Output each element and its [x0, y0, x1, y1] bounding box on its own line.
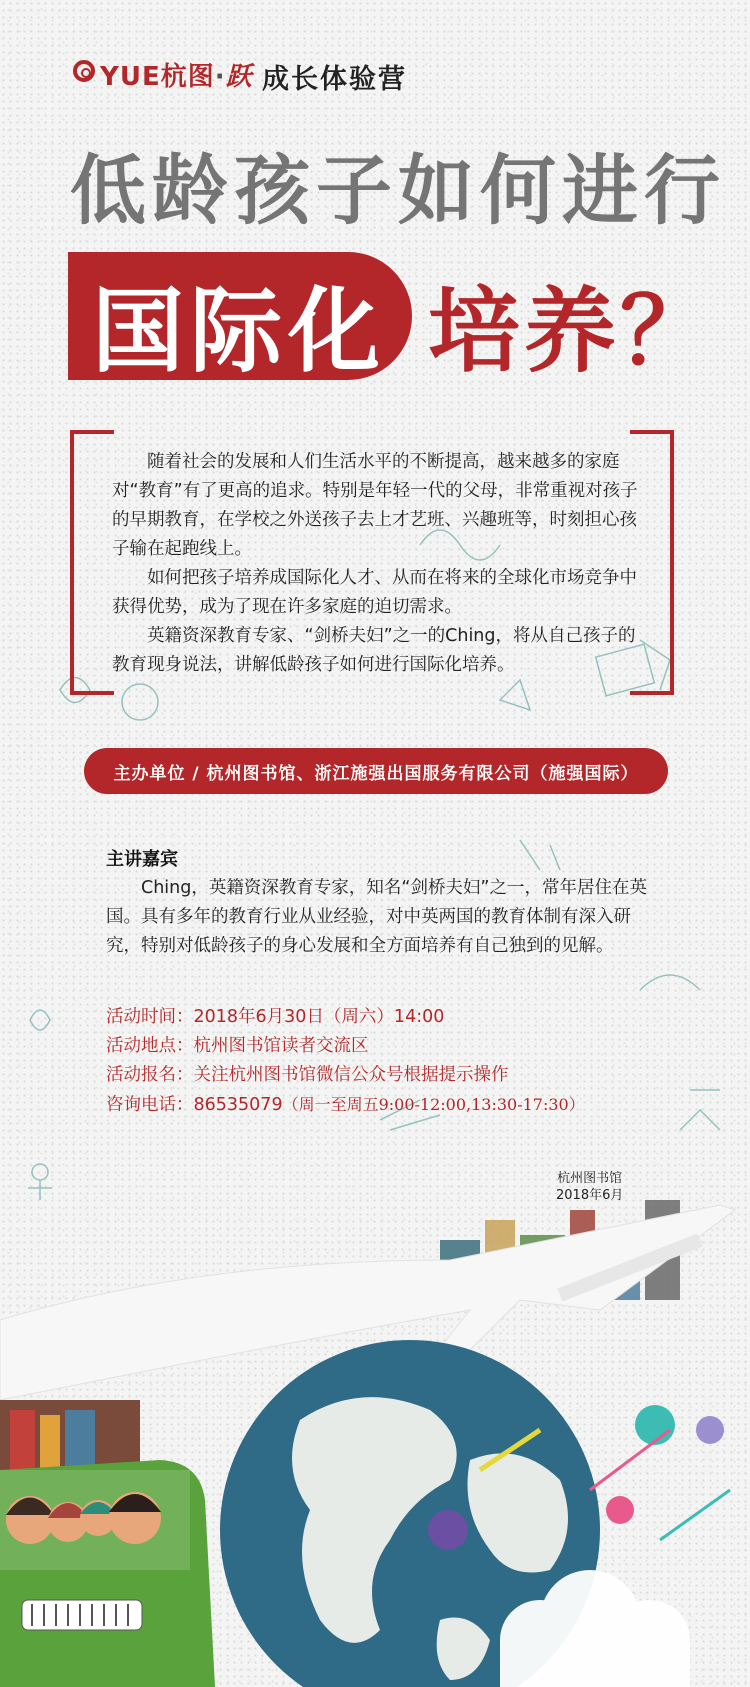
deco-dot — [635, 1405, 675, 1445]
intro-paragraph: 如何把孩子培养成国际化人才、从而在将来的全球化市场竞争中获得优势，成为了现在许多家庭的迫切需求。 — [112, 568, 637, 617]
brand-separator: · — [214, 62, 226, 92]
speaker-heading: 主讲嘉宾 — [106, 849, 178, 870]
signature — [556, 1170, 623, 1204]
event-place: 活动地点：杭州图书馆读者交流区 — [106, 1036, 369, 1056]
speaker-bio: Ching，英籍资深教育专家，知名“剑桥夫妇”之一，常年居住在英国。具有多年的教育行业从业经验，对中英两国的教育体制有深入研究，特别对低龄孩子的身心发展和全方面培养有自己独到的见解。 — [106, 878, 648, 956]
brand-name: YUE杭图 — [100, 62, 215, 92]
bracket-left — [70, 430, 114, 695]
event-time: 活动时间：2018年6月30日（周六）14:00 — [106, 1007, 445, 1027]
travel-illustration — [0, 1200, 750, 1687]
signature-org: 杭州图书馆 — [557, 1171, 623, 1186]
event-signup: 活动报名：关注杭州图书馆微信公众号根据提示操作 — [106, 1065, 509, 1085]
title-line-1: 低龄孩子如何进行 — [70, 146, 726, 235]
deco-dot — [428, 1510, 468, 1550]
signature-date: 2018年6月 — [556, 1188, 624, 1203]
host-bar: 主办单位 / 杭州图书馆、浙江施强出国服务有限公司（施强国际） — [84, 748, 668, 794]
event-info — [106, 1003, 585, 1120]
title-line-2: 培养？ — [428, 278, 717, 385]
car — [0, 1460, 215, 1687]
deco-dot — [606, 1496, 634, 1524]
event-phone — [106, 1090, 585, 1120]
intro-text — [112, 448, 644, 680]
intro-paragraph: 英籍资深教育专家、“剑桥夫妇”之一的Ching，将从自己孩子的教育现身说法，讲解低龄孩子如何进行国际化培养。 — [112, 626, 636, 675]
title-highlight: 国际化 — [92, 278, 387, 385]
camp-name: 成长体验营 — [262, 64, 407, 95]
phone-label: 咨询电话：86535079 — [106, 1095, 283, 1115]
phone-hours: （周一至周五9:00-12:00,13:30-17:30） — [282, 1095, 585, 1114]
brand-yue: 跃 — [225, 62, 253, 92]
deco-dot — [696, 1416, 724, 1444]
intro-paragraph: 随着社会的发展和人们生活水平的不断提高，越来越多的家庭对“教育”有了更高的追求。特别是年轻一代的父母，非常重视对孩子的早期教育，在学校之外送孩子去上才艺班、兴趣班等，时刻担心孩子输在起跑线上。 — [112, 452, 638, 559]
